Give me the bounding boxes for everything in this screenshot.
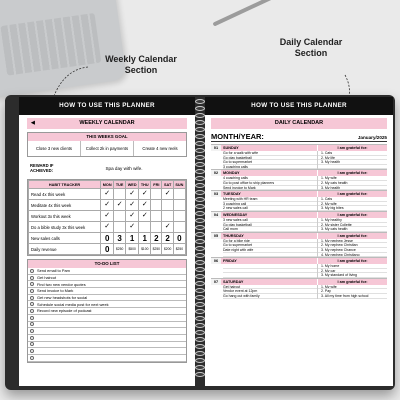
spiral-ring bbox=[195, 155, 205, 160]
habit-check[interactable]: ✓ bbox=[125, 200, 138, 211]
habit-check[interactable] bbox=[173, 189, 185, 200]
todo-item-text: Send email to Pam bbox=[37, 268, 70, 274]
spiral-ring bbox=[195, 344, 205, 349]
task-line[interactable]: Meeting with HR team bbox=[223, 197, 317, 202]
habit-tracker bbox=[27, 179, 187, 256]
spiral-ring bbox=[195, 232, 205, 237]
arrow-left-icon: ◀ bbox=[31, 120, 35, 126]
todo-item[interactable] bbox=[28, 348, 186, 355]
spiral-ring bbox=[195, 190, 205, 195]
habit-count[interactable]: 3 bbox=[114, 233, 126, 244]
task-line[interactable]: 3 coaching call bbox=[223, 202, 317, 207]
habit-day-header: MON bbox=[101, 181, 114, 189]
spiral-ring bbox=[195, 337, 205, 342]
day-entry bbox=[211, 190, 387, 211]
gratitude-line[interactable]: 1. My home bbox=[318, 264, 387, 269]
circle-checkbox-icon[interactable] bbox=[30, 302, 34, 306]
planner-book bbox=[5, 95, 395, 390]
reward-value[interactable]: Spa day with wife. bbox=[105, 165, 143, 171]
spiral-ring bbox=[195, 169, 205, 174]
habit-count[interactable]: 2 bbox=[151, 233, 162, 244]
weekly-page bbox=[19, 97, 195, 386]
circle-checkbox-icon[interactable] bbox=[30, 269, 34, 273]
task-line[interactable]: Go for a bike ride bbox=[223, 239, 317, 244]
habit-check[interactable] bbox=[151, 222, 162, 233]
habit-check[interactable]: ✓ bbox=[139, 189, 151, 200]
laptop-photo bbox=[0, 0, 127, 100]
task-line[interactable]: Go for a walk with wife bbox=[223, 151, 317, 156]
spiral-ring bbox=[195, 204, 205, 209]
habit-check[interactable]: ✓ bbox=[139, 200, 151, 211]
circle-checkbox-icon[interactable] bbox=[30, 329, 34, 333]
task-line[interactable]: Go play basketball bbox=[223, 156, 317, 161]
habit-check[interactable] bbox=[162, 200, 173, 211]
habit-amount[interactable]: $200 bbox=[162, 244, 173, 255]
day-tasks bbox=[211, 264, 317, 278]
spiral-ring bbox=[195, 120, 205, 125]
reward-label: REWARD IF ACHIEVED: bbox=[30, 162, 54, 173]
spiral-ring bbox=[195, 106, 205, 111]
month-year-row bbox=[211, 132, 387, 142]
task-line[interactable] bbox=[223, 273, 317, 278]
spiral-binding bbox=[195, 99, 205, 385]
habit-count[interactable]: 1 bbox=[125, 233, 138, 244]
gratitude-line[interactable]: 2. Pay bbox=[318, 289, 387, 294]
daily-page bbox=[205, 97, 393, 386]
task-line[interactable]: Go play basketball bbox=[223, 223, 317, 228]
spiral-ring bbox=[195, 288, 205, 293]
daily-calendar-label: DAILY CALENDAR bbox=[274, 120, 324, 126]
habit-count[interactable]: 0 bbox=[101, 233, 114, 244]
goal-item[interactable]: Create 4 new reels bbox=[142, 146, 178, 151]
todo-list bbox=[27, 259, 187, 363]
spiral-ring bbox=[195, 253, 205, 258]
day-number: 01 bbox=[211, 145, 221, 151]
gratitude-line[interactable]: 2. My nephew Christian bbox=[318, 243, 387, 248]
todo-item[interactable] bbox=[28, 281, 186, 288]
habit-count[interactable]: 0 bbox=[173, 233, 185, 244]
task-line[interactable]: Go to supermarket bbox=[223, 160, 317, 165]
spiral-ring bbox=[195, 218, 205, 223]
week-goal-row bbox=[28, 141, 186, 156]
habit-check[interactable] bbox=[114, 222, 126, 233]
gratitude-header: I am grateful for: bbox=[317, 170, 387, 176]
habit-check[interactable]: ✓ bbox=[125, 211, 138, 222]
task-line[interactable] bbox=[223, 253, 317, 258]
circle-checkbox-icon[interactable] bbox=[30, 356, 34, 360]
habit-row bbox=[29, 233, 186, 244]
todo-item[interactable] bbox=[28, 322, 186, 329]
habit-check[interactable]: ✓ bbox=[101, 189, 114, 200]
todo-item[interactable] bbox=[28, 335, 186, 342]
habit-name: Do a bible study 3x this week bbox=[29, 222, 101, 233]
spiral-ring bbox=[195, 211, 205, 216]
habit-check[interactable] bbox=[162, 211, 173, 222]
spiral-ring bbox=[195, 225, 205, 230]
spiral-ring bbox=[195, 246, 205, 251]
habit-count[interactable]: 1 bbox=[139, 233, 151, 244]
gratitude-line[interactable]: 1. My wife bbox=[318, 176, 387, 181]
habit-day-header: TUE bbox=[114, 181, 126, 189]
gratitude-line[interactable]: 1. Cats bbox=[318, 197, 387, 202]
gratitude-header: I am grateful for: bbox=[317, 212, 387, 218]
gratitude-header: I am grateful for: bbox=[317, 279, 387, 285]
spiral-ring bbox=[195, 260, 205, 265]
habit-name: Read 4x this week bbox=[29, 189, 101, 200]
spiral-ring bbox=[195, 141, 205, 146]
day-tasks bbox=[211, 151, 317, 169]
task-line[interactable]: Get haircut bbox=[223, 285, 317, 290]
circle-checkbox-icon[interactable] bbox=[30, 342, 34, 346]
day-body bbox=[211, 285, 387, 299]
day-number: 04 bbox=[211, 212, 221, 218]
spiral-ring bbox=[195, 183, 205, 188]
habit-name: Meditate 4x this week bbox=[29, 200, 101, 211]
gratitude-line[interactable]: 2. My cats health bbox=[318, 181, 387, 186]
day-entry bbox=[211, 232, 387, 257]
day-tasks bbox=[211, 197, 317, 211]
day-entry bbox=[211, 278, 387, 299]
gratitude-line[interactable]: 4. My nephew Christiano bbox=[318, 253, 387, 258]
spiral-ring bbox=[195, 295, 205, 300]
day-name: THURSDAY bbox=[221, 233, 317, 239]
todo-item-text: Get new headshots for social bbox=[37, 295, 88, 301]
spiral-ring bbox=[195, 358, 205, 363]
habit-header-row bbox=[29, 181, 186, 189]
spiral-ring bbox=[195, 281, 205, 286]
habit-check[interactable] bbox=[173, 200, 185, 211]
spiral-ring bbox=[195, 162, 205, 167]
spiral-ring bbox=[195, 127, 205, 132]
task-line[interactable]: 3 new sales call bbox=[223, 218, 317, 223]
task-line[interactable]: Call mom bbox=[223, 227, 317, 232]
habit-amount[interactable]: $250 bbox=[151, 244, 162, 255]
day-name: FRIDAY bbox=[221, 258, 317, 264]
weekly-calendar-title bbox=[27, 118, 187, 129]
habit-check[interactable]: ✓ bbox=[162, 222, 173, 233]
circle-checkbox-icon[interactable] bbox=[30, 296, 34, 300]
habit-check[interactable] bbox=[114, 189, 126, 200]
day-entry bbox=[211, 211, 387, 232]
gratitude-line[interactable]: 1. My nephew Jesse bbox=[318, 239, 387, 244]
day-number: 06 bbox=[211, 258, 221, 264]
circle-checkbox-icon[interactable] bbox=[30, 316, 34, 320]
habit-row bbox=[29, 211, 186, 222]
gratitude-header: I am grateful for: bbox=[317, 233, 387, 239]
habit-day-header: THU bbox=[139, 181, 151, 189]
gratitude-line[interactable]: 2. My life bbox=[318, 156, 387, 161]
month-year-value[interactable]: January/2025 bbox=[357, 135, 387, 140]
habit-check[interactable]: ✓ bbox=[125, 222, 138, 233]
spiral-ring bbox=[195, 365, 205, 370]
habit-row bbox=[29, 200, 186, 211]
habit-amount[interactable]: $100 bbox=[139, 244, 151, 255]
spiral-ring bbox=[195, 351, 205, 356]
todo-item-text: Record new episode of podcast bbox=[37, 308, 92, 314]
habit-row bbox=[29, 189, 186, 200]
habit-check[interactable]: ✓ bbox=[139, 211, 151, 222]
task-line[interactable]: Go hang out with family bbox=[223, 294, 317, 299]
day-tasks bbox=[211, 285, 317, 299]
todo-item-text: Find two new vendor quotes bbox=[37, 281, 86, 287]
circle-checkbox-icon[interactable] bbox=[30, 309, 34, 313]
spiral-ring bbox=[195, 274, 205, 279]
todo-item[interactable] bbox=[28, 342, 186, 349]
todo-items bbox=[28, 268, 186, 362]
week-goal-title: THIS WEEKS GOAL bbox=[28, 133, 186, 141]
habit-count[interactable]: 0 bbox=[101, 244, 114, 255]
day-gratitudes bbox=[317, 197, 387, 211]
spiral-ring bbox=[195, 99, 205, 104]
day-name: SATURDAY bbox=[221, 279, 317, 285]
laptop-keyboard bbox=[0, 13, 101, 76]
day-number: 05 bbox=[211, 233, 221, 239]
todo-item[interactable] bbox=[28, 275, 186, 282]
daily-entries bbox=[205, 144, 393, 299]
gratitude-header: I am grateful for: bbox=[317, 258, 387, 264]
todo-title: TO-DO LIST bbox=[28, 260, 186, 268]
task-line[interactable]: Date night with wife bbox=[223, 248, 317, 253]
gratitude-line[interactable]: 2. My car bbox=[318, 269, 387, 274]
circle-checkbox-icon[interactable] bbox=[30, 322, 34, 326]
habit-tracker-title: HABIT TRACKER bbox=[29, 181, 101, 189]
spiral-ring bbox=[195, 267, 205, 272]
habit-count[interactable]: 2 bbox=[162, 233, 173, 244]
day-name: TUESDAY bbox=[221, 191, 317, 197]
todo-item[interactable] bbox=[28, 315, 186, 322]
task-line[interactable]: Vendor event at 12pm bbox=[223, 289, 317, 294]
todo-item[interactable] bbox=[28, 308, 186, 315]
task-line[interactable]: Go to post office to ship planners bbox=[223, 181, 317, 186]
habit-check[interactable] bbox=[173, 211, 185, 222]
task-line[interactable]: 4 coaching calls bbox=[223, 176, 317, 181]
habit-check[interactable]: ✓ bbox=[114, 200, 126, 211]
habit-check[interactable] bbox=[151, 211, 162, 222]
habit-check[interactable] bbox=[139, 222, 151, 233]
todo-item[interactable] bbox=[28, 268, 186, 275]
task-line[interactable]: 2 new sales call bbox=[223, 206, 317, 211]
todo-item-text: Get haircut bbox=[37, 275, 57, 281]
day-name: MONDAY bbox=[221, 170, 317, 176]
day-tasks bbox=[211, 239, 317, 257]
habit-check[interactable] bbox=[151, 200, 162, 211]
day-name: WEDNESDAY bbox=[221, 212, 317, 218]
habit-amount[interactable]: $250 bbox=[173, 244, 185, 255]
gratitude-line[interactable]: 3. My health bbox=[318, 160, 387, 165]
gratitude-line[interactable]: 3. All my time from high school bbox=[318, 294, 387, 299]
spiral-ring bbox=[195, 302, 205, 307]
day-gratitudes bbox=[317, 264, 387, 278]
task-line[interactable]: 3 coaching calls bbox=[223, 165, 317, 170]
habit-day-header: FRI bbox=[151, 181, 162, 189]
day-tasks bbox=[211, 176, 317, 190]
gratitude-header: I am grateful for: bbox=[317, 145, 387, 151]
gratitude-line[interactable]: 3. My standard of living bbox=[318, 273, 387, 278]
gratitude-line[interactable]: 3. My big bites bbox=[318, 206, 387, 211]
habit-check[interactable] bbox=[114, 211, 126, 222]
gratitude-line[interactable]: 1. My wife bbox=[318, 285, 387, 290]
daily-calendar-title bbox=[211, 118, 387, 129]
day-body bbox=[211, 151, 387, 169]
spiral-ring bbox=[195, 148, 205, 153]
circle-checkbox-icon[interactable] bbox=[30, 336, 34, 340]
habit-day-header: WED bbox=[125, 181, 138, 189]
spiral-ring bbox=[195, 316, 205, 321]
habit-name: Workout 3x this week bbox=[29, 211, 101, 222]
gratitude-header: I am grateful for: bbox=[317, 191, 387, 197]
habit-row bbox=[29, 244, 186, 255]
habit-day-header: SUN bbox=[173, 181, 185, 189]
habit-amount[interactable]: $500 bbox=[125, 244, 138, 255]
gratitude-line[interactable]: 2. My wife bbox=[318, 202, 387, 207]
habit-check[interactable]: ✓ bbox=[125, 189, 138, 200]
day-body bbox=[211, 218, 387, 232]
gratitude-line[interactable]: 3. My nephew Chance bbox=[318, 248, 387, 253]
spiral-ring bbox=[195, 323, 205, 328]
daily-page-header: HOW TO USE THIS PLANNER bbox=[205, 97, 393, 115]
spiral-ring bbox=[195, 134, 205, 139]
habit-row bbox=[29, 222, 186, 233]
task-line[interactable]: Go to supermarket bbox=[223, 243, 317, 248]
habit-table bbox=[28, 180, 186, 255]
gratitude-line[interactable]: 3. My health bbox=[318, 186, 387, 191]
todo-item[interactable] bbox=[28, 355, 186, 362]
habit-day-header: SAT bbox=[163, 182, 172, 187]
weekly-page-header: HOW TO USE THIS PLANNER bbox=[19, 97, 195, 115]
circle-checkbox-icon[interactable] bbox=[30, 289, 34, 293]
task-line[interactable]: Send invoice to Mark bbox=[223, 186, 317, 191]
circle-checkbox-icon[interactable] bbox=[30, 276, 34, 280]
spiral-ring bbox=[195, 239, 205, 244]
habit-check[interactable]: ✓ bbox=[162, 189, 173, 200]
habit-amount[interactable]: $250 bbox=[114, 244, 126, 255]
todo-item-text: Send invoice to Mark bbox=[37, 288, 74, 294]
habit-check[interactable]: ✓ bbox=[101, 200, 114, 211]
reward-row bbox=[27, 157, 187, 179]
habit-check[interactable] bbox=[173, 222, 185, 233]
goal-item[interactable]: Collect 2k in payments bbox=[81, 141, 134, 156]
todo-item-text: Schedule social media post for next week bbox=[37, 301, 109, 307]
habit-check[interactable]: ✓ bbox=[101, 222, 114, 233]
day-gratitudes bbox=[317, 239, 387, 257]
gratitude-line[interactable]: 1. Cats bbox=[318, 151, 387, 156]
day-number: 02 bbox=[211, 170, 221, 176]
day-name: SUNDAY bbox=[221, 145, 317, 151]
todo-item[interactable] bbox=[28, 288, 186, 295]
day-number: 07 bbox=[211, 279, 221, 285]
circle-checkbox-icon[interactable] bbox=[30, 349, 34, 353]
day-gratitudes bbox=[317, 285, 387, 299]
gratitude-line[interactable]: 3. My cats health bbox=[318, 227, 387, 232]
day-number: 03 bbox=[211, 191, 221, 197]
spiral-ring bbox=[195, 197, 205, 202]
day-gratitudes bbox=[317, 218, 387, 232]
month-year-label: MONTH/YEAR: bbox=[211, 132, 264, 141]
spiral-ring bbox=[195, 309, 205, 314]
spiral-ring bbox=[195, 330, 205, 335]
spiral-ring bbox=[195, 372, 205, 377]
day-entry bbox=[211, 169, 387, 190]
pen-photo bbox=[212, 0, 277, 27]
gratitude-line[interactable]: 1. My healthy bbox=[318, 218, 387, 223]
weekly-calendar-label: WEEKLY CALENDAR bbox=[79, 120, 135, 126]
spiral-ring bbox=[195, 113, 205, 118]
callout-weekly: Weekly Calendar Section bbox=[105, 54, 177, 76]
circle-checkbox-icon[interactable] bbox=[30, 282, 34, 286]
day-gratitudes bbox=[317, 176, 387, 190]
habit-check[interactable] bbox=[151, 189, 162, 200]
todo-item[interactable] bbox=[28, 301, 186, 308]
day-body bbox=[211, 239, 387, 257]
habit-name: New sales calls bbox=[29, 233, 101, 244]
todo-item[interactable] bbox=[28, 328, 186, 335]
day-gratitudes bbox=[317, 151, 387, 169]
callout-daily: Daily Calendar Section bbox=[279, 37, 343, 59]
day-body bbox=[211, 264, 387, 278]
day-body bbox=[211, 197, 387, 211]
gratitude-line[interactable]: 2. My sister Collette bbox=[318, 223, 387, 228]
day-tasks bbox=[211, 218, 317, 232]
day-entry bbox=[211, 144, 387, 169]
spiral-ring bbox=[195, 176, 205, 181]
gratitude-line[interactable] bbox=[318, 165, 387, 170]
habit-name: Daily revenue bbox=[29, 244, 101, 255]
week-goal-box bbox=[27, 132, 187, 157]
habit-check[interactable]: ✓ bbox=[101, 211, 114, 222]
day-body bbox=[211, 176, 387, 190]
goal-item[interactable]: Close 3 new clients bbox=[28, 141, 81, 156]
todo-item[interactable] bbox=[28, 295, 186, 302]
day-entry bbox=[211, 257, 387, 278]
